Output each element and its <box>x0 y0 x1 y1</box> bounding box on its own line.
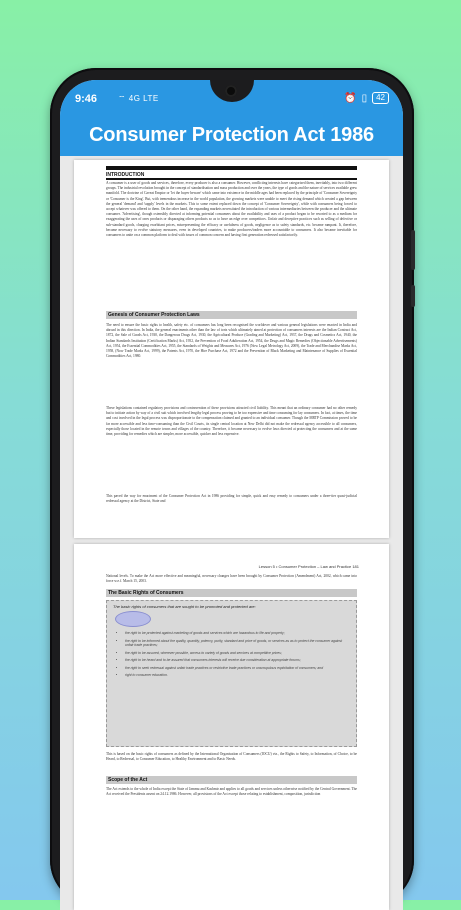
network-indicator <box>118 94 159 104</box>
section-heading-introduction: INTRODUCTION <box>106 172 357 180</box>
document-page-2[interactable] <box>74 544 389 910</box>
top-rule <box>106 166 357 170</box>
alarm-icon: ⏰ <box>344 92 357 104</box>
front-camera <box>225 85 237 97</box>
rights-list <box>117 631 346 681</box>
legislation-paragraph: These legislations contained regulatory provisions and contravention of these provisions attracted civil liability. This meant that an ordinary consumer had no other remedy but to initiate action by way of a civil suit which involved lengthy legal process proving to be too expensive and time consuming for lay consumers. In fact, at times, the time and cost involved in the legal process was disproportionate to the compensation claimed and granted to an individual consumer. Though the MRTP Commission proved to be far more accessible and less time-consuming than the Civil Courts, its single central location at New Delhi did not make the redressal agency accessible to all consumers, especially those located in the remote towns and villages of the country. Therefore, it became necessary to evolve laws directed at protecting the consumers and at the same time, providing for remedies which are simpler, more accessible, quicker and less expensive. <box>106 406 357 437</box>
wifi-icon: ⌔ <box>118 94 127 103</box>
genesis-paragraph: The need to ensure the basic rights to health, safety etc. of consumers has long been recognised the worldover and various general legislations were enacted in India and abroad in this direction. In India, the general enactments other than the law of torts which ultimately aimed at protection of consumers interests are the Indian Contract Act, 1872, the Sale of Goods Act, 1930, the Dangerous Drugs Act, 1930, the Agricultural Produce (Grading and Marketing) Act, 1937, the Drugs and Cosmetics Act, 1940, the Indian Standards Institution (Certification Marks) Act, 1952, the Prevention of Food Adulteration Act, 1954, the Drugs and Magic Remedies (Objectionable Advertisements) Act, 1954, the Essential Commodities Act, 1955, the Standards of Weights and Measures Act, 1976 (Now Legal Metrology Act, 2009), the Trade and Merchandise Marks Act, 1958, (Now Trade Marks Act, 1999), the Patents Act, 1970, the Hire Purchase Act, 1972 and the Prevention of Black Marketing and Maintenance of Supplies of Essential Commodities Act, 1980. <box>106 323 357 359</box>
rights-list-item: • the right to be heard and to be assured that consumers interests will receive due consideration at appropriate forums; <box>125 658 346 663</box>
section-heading-scope: Scope of the Act <box>106 776 357 784</box>
section-heading-genesis: Genesis of Consumer Protection Laws <box>106 311 357 319</box>
iocu-paragraph: This is based on the basic rights of consumers as defined by the International Organisation of Consumers (IOCU) viz., the Rights to Safety, to Information, of Choice, to be Heard, to Redressal, to Consumer Education, to Healthy Environment and to Basic Needs. <box>106 752 357 762</box>
network-label: 4G LTE <box>128 94 159 103</box>
power-button <box>411 285 415 307</box>
rights-list-item: • right to consumer education. <box>125 673 346 678</box>
rights-box-title: The basic rights of consumers that are sought to be promoted and protected are: <box>113 604 256 609</box>
section-heading-basic-rights: The Basic Rights of Consumers <box>106 589 357 597</box>
rights-list-item: • the right to be assured, wherever possible, access to variety of goods and services at competitive prices; <box>125 651 346 656</box>
rights-list-item: • the right to seek redressal against unfair trade practices or restrictive trade practices or unscrupulous exploitation of consumers; and <box>125 666 346 671</box>
battery-icon: 42 <box>372 92 389 104</box>
running-header: Lesson 5 • Consumer Protection – Law and Practice 181 <box>258 564 359 569</box>
app-title: Consumer Protection Act 1986 <box>89 123 374 146</box>
status-icons <box>344 92 389 104</box>
basic-rights-box <box>106 600 357 747</box>
app-title-bar <box>60 114 403 156</box>
scope-paragraph: The Act extends to the whole of India except the State of Jammu and Kashmir and applies to all goods and services unless otherwise notified by the Central Government. The Act received the Presidents assent on 24.12.1986. However, all provisions of the Act except those relating to establishment, composition, jurisdiction <box>106 787 357 797</box>
volume-button <box>411 230 415 270</box>
vibrate-icon: ▯ <box>361 92 368 104</box>
speech-bubble-icon <box>115 611 151 627</box>
rights-list-item: • the right to be protected against marketing of goods and services which are hazardous to life and property; <box>125 631 346 636</box>
status-time: 9:46 <box>75 93 98 105</box>
document-page-1[interactable] <box>74 160 389 538</box>
intro-paragraph: A consumer is a user of goods and services, therefore, every producer is also a consumer. However, conflicting interests have categorised them, inevitably, into two different groups. The industrial revolution brought in the concept of standardisation and mass production and over the years, the type of goods and the nature of services available grew manifold. The doctrine of Caveat Emptor or 'let the buyer beware' which came into existence in the middle ages had been replaced by the principle of 'Consumer Sovereignty or 'Consumer is the King'. But, with tremendous increase in the world population, the growing markets were unable to meet the rising demand which created a gap between the general 'demand' and 'supply' levels in the markets. This to some extent replaced down the concept of 'Consumer Sovereignty', while with consumers being forced to accept whatever was offered to them. On the other hand, the expanding markets necessitated the introduction of various intermediaries between the producer and the ultimate consumer. 'Advertising', though ostensibly directed at informing potential consumers about the availability and uses of a product began to be resorted to as a medium for exaggerating the uses of ones products or disparaging others products so as to have an edge over competitors. Unfair and deceptive practices such as selling of defective or sub-standard goods, charging exorbitant prices, misrepresenting the efficacy or usefulness of goods, negligence as to safety standards, etc. became rampant. It, therefore, became necessary to evolve statutory measures, even in developed countries, to make producers/traders more accountable to consumers. It also became inevitable for consumers to unite on a common platform to deal with issues of common concern and having first generation redressed satisfactorily. <box>106 181 357 238</box>
device-screen <box>60 80 403 910</box>
rights-list-item: • the right to be informed about the quality, quantity, potency, purity, standard and price of goods, or services as as to protect the consumer against unfair trade practices; <box>125 639 346 648</box>
lead-paragraph: National levels. To make the Act more effective and meaningful, necessary changes have been brought by Consumer Protection (Amendment) Act, 2002, which came into force w.e.f. March 15, 2003. <box>106 574 357 584</box>
enactment-paragraph: This paved the way for enactment of the Consumer Protection Act in 1986 providing for simple, quick and easy remedy to consumers under a three-tier quasi-judicial redressal agency at the District, State and <box>106 494 357 504</box>
